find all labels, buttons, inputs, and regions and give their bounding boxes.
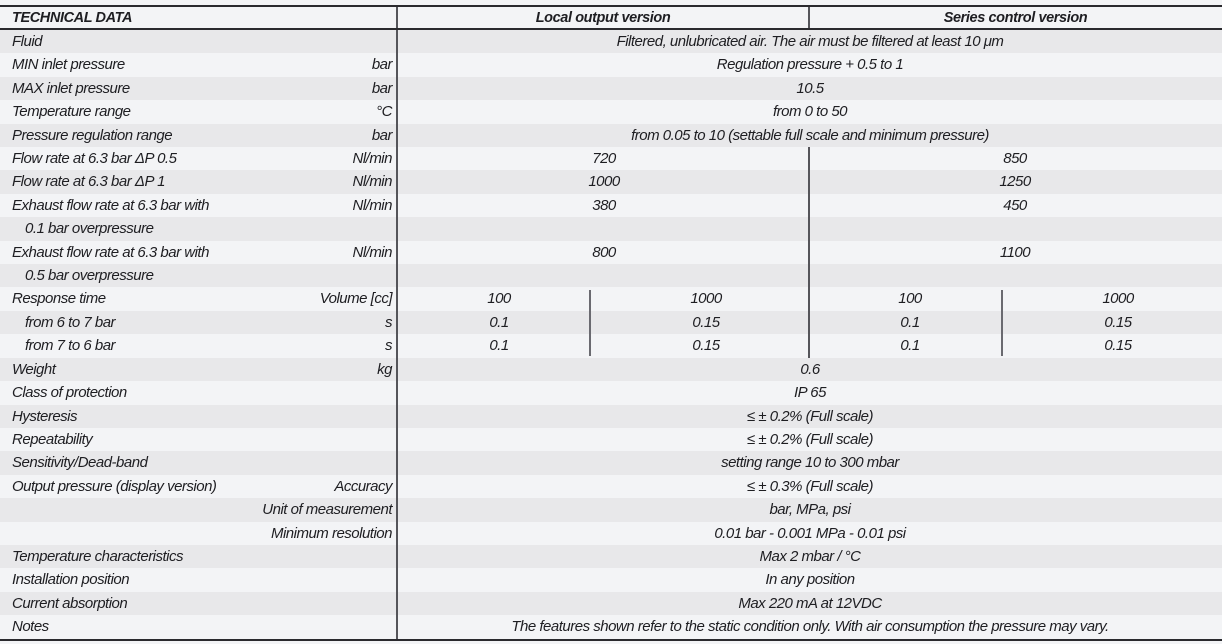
row-label: Repeatability — [12, 430, 93, 448]
table-row-sensitivity — [0, 451, 1222, 474]
row-value: bar, MPa, psi — [769, 501, 851, 519]
row-value: 0.01 bar - 0.001 MPa - 0.01 psi — [714, 524, 906, 542]
row-label: Flow rate at 6.3 bar ΔP 0.5 — [12, 150, 177, 168]
row-unit: bar — [371, 79, 392, 97]
value-series-control: 850 — [1003, 150, 1027, 168]
row-value: IP 65 — [794, 384, 826, 402]
table-row-temperature-characteristics — [0, 545, 1222, 568]
value-local-volume-2: 0.15 — [692, 313, 720, 331]
row-label: Sensitivity/Dead-band — [12, 454, 148, 472]
row-label: Class of protection — [12, 384, 127, 402]
column-divider — [396, 475, 398, 498]
row-value: 10.5 — [796, 79, 824, 97]
column-divider — [396, 30, 398, 53]
value-local-volume-1: 0.1 — [489, 313, 509, 331]
column-divider — [808, 194, 810, 217]
table-row-hysteresis — [0, 405, 1222, 428]
technical-data-table — [0, 5, 1222, 641]
column-divider — [396, 428, 398, 451]
row-label: Output pressure (display version) — [12, 477, 217, 495]
value-series-volume-1: 0.1 — [900, 337, 920, 355]
value-series-control: 1250 — [999, 173, 1031, 191]
table-row-response-7-to-6 — [0, 334, 1222, 357]
column-divider — [396, 77, 398, 100]
row-label: Hysteresis — [12, 407, 78, 425]
column-divider — [396, 194, 398, 217]
column-header-series-control: Series control version — [943, 10, 1088, 26]
row-label: 0.1 bar overpressure — [25, 220, 154, 238]
column-divider — [808, 241, 810, 264]
row-unit: Accuracy — [334, 477, 392, 495]
sub-column-divider — [1001, 311, 1003, 334]
row-label: Fluid — [12, 33, 43, 50]
sub-column-divider — [1001, 290, 1003, 310]
value-series-volume-1: 0.1 — [900, 313, 920, 331]
column-divider — [396, 311, 398, 334]
column-divider — [396, 124, 398, 147]
table-row-weight — [0, 358, 1222, 381]
value-local-output: 720 — [592, 150, 616, 168]
column-divider — [396, 241, 398, 264]
column-divider — [396, 522, 398, 545]
table-row-flow-rate-dp-0-5 — [0, 147, 1222, 170]
column-divider — [396, 7, 398, 28]
column-header-local-output: Local output version — [535, 10, 671, 26]
column-divider — [396, 498, 398, 521]
table-row-fluid — [0, 30, 1222, 53]
value-series-volume-1: 100 — [898, 290, 922, 308]
row-unit: Nl/min — [352, 196, 392, 214]
row-label: Exhaust flow rate at 6.3 bar with — [12, 243, 209, 261]
row-label: 0.5 bar overpressure — [25, 267, 154, 285]
row-label: Flow rate at 6.3 bar ΔP 1 — [12, 173, 165, 191]
value-local-volume-1: 0.1 — [489, 337, 509, 355]
row-value: Max 220 mA at 12VDC — [738, 594, 882, 612]
value-local-volume-1: 100 — [487, 290, 511, 308]
table-header — [0, 7, 1222, 30]
column-divider — [396, 358, 398, 381]
row-value: Max 2 mbar / °C — [759, 547, 861, 565]
value-local-output: 380 — [592, 196, 616, 214]
row-value: from 0.05 to 10 (settable full scale and minimum pressure) — [631, 126, 989, 144]
row-value: Regulation pressure + 0.5 to 1 — [716, 56, 904, 74]
row-label: MIN inlet pressure — [12, 56, 125, 74]
column-divider — [396, 568, 398, 591]
column-divider — [808, 170, 810, 193]
value-local-volume-2: 0.15 — [692, 337, 720, 355]
table-row-flow-rate-dp-1 — [0, 170, 1222, 193]
value-series-control: 1100 — [999, 243, 1031, 261]
row-unit: s — [385, 337, 392, 355]
row-label: Temperature range — [12, 103, 131, 121]
column-divider — [396, 217, 398, 240]
column-divider — [396, 334, 398, 357]
column-divider — [396, 100, 398, 123]
column-divider — [396, 405, 398, 428]
column-divider — [396, 53, 398, 76]
table-row-pressure-regulation-range — [0, 124, 1222, 147]
row-value: In any position — [765, 571, 855, 589]
column-divider — [808, 287, 810, 310]
row-label: Weight — [12, 360, 56, 378]
column-divider — [808, 7, 810, 28]
column-divider — [396, 287, 398, 310]
sub-column-divider — [589, 311, 591, 334]
row-value: ≤ ± 0.2% (Full scale) — [746, 407, 873, 425]
row-label: Current absorption — [12, 594, 128, 612]
value-local-volume-2: 1000 — [690, 290, 722, 308]
table-row-notes — [0, 615, 1222, 638]
column-divider — [396, 615, 398, 638]
table-row-temperature-range — [0, 100, 1222, 123]
row-value: ≤ ± 0.3% (Full scale) — [746, 477, 873, 495]
row-unit: s — [385, 313, 392, 331]
table-row-exhaust-flow-0-1 — [0, 194, 1222, 217]
table-row-min-inlet-pressure — [0, 53, 1222, 76]
row-label: Pressure regulation range — [12, 126, 173, 144]
row-unit: bar — [371, 56, 392, 74]
table-row-max-inlet-pressure — [0, 77, 1222, 100]
table-row-exhaust-flow-0-1-continued — [0, 217, 1222, 240]
table-row-response-time — [0, 287, 1222, 310]
value-series-control: 450 — [1003, 196, 1027, 214]
row-label: Installation position — [12, 571, 130, 589]
row-label: from 7 to 6 bar — [25, 337, 116, 355]
row-label: Response time — [12, 290, 106, 308]
row-unit: °C — [376, 103, 392, 121]
column-divider — [396, 592, 398, 615]
column-divider — [396, 381, 398, 404]
row-unit: Unit of measurement — [262, 501, 392, 519]
table-row-class-of-protection — [0, 381, 1222, 404]
table-row-response-6-to-7 — [0, 311, 1222, 334]
table-row-exhaust-flow-0-5-continued — [0, 264, 1222, 287]
value-local-output: 800 — [592, 243, 616, 261]
table-title: TECHNICAL DATA — [12, 10, 133, 26]
row-unit: Nl/min — [352, 243, 392, 261]
column-divider — [808, 334, 810, 357]
sub-column-divider — [589, 334, 591, 355]
value-series-volume-2: 0.15 — [1104, 313, 1132, 331]
row-unit: Nl/min — [352, 173, 392, 191]
column-divider — [808, 264, 810, 287]
column-divider — [396, 147, 398, 170]
row-label: MAX inlet pressure — [12, 79, 130, 97]
column-divider — [808, 311, 810, 334]
column-divider — [808, 217, 810, 240]
row-value: setting range 10 to 300 mbar — [721, 454, 899, 472]
row-unit: Nl/min — [352, 150, 392, 168]
column-divider — [396, 451, 398, 474]
table-row-exhaust-flow-0-5 — [0, 241, 1222, 264]
sub-column-divider — [589, 290, 591, 310]
table-row-current-absorption — [0, 592, 1222, 615]
table-row-installation-position — [0, 568, 1222, 591]
table-row-output-pressure-accuracy — [0, 475, 1222, 498]
value-local-output: 1000 — [588, 173, 620, 191]
row-value: 0.6 — [800, 360, 820, 378]
sub-column-divider — [1001, 334, 1003, 355]
column-divider — [396, 545, 398, 568]
row-label: Exhaust flow rate at 6.3 bar with — [12, 196, 209, 214]
row-label: Temperature characteristics — [12, 547, 184, 565]
row-value: The features shown refer to the static condition only. With air consumption the pressure may vary. — [511, 618, 1109, 636]
value-series-volume-2: 1000 — [1102, 290, 1134, 308]
row-value: from 0 to 50 — [772, 103, 848, 121]
row-value: ≤ ± 0.2% (Full scale) — [746, 430, 873, 448]
row-unit: Volume [cc] — [319, 290, 392, 308]
row-label: Notes — [12, 618, 49, 636]
table-row-unit-of-measurement — [0, 498, 1222, 521]
column-divider — [396, 170, 398, 193]
row-unit: bar — [371, 126, 392, 144]
value-series-volume-2: 0.15 — [1104, 337, 1132, 355]
row-unit: kg — [377, 360, 392, 378]
table-row-minimum-resolution — [0, 522, 1222, 545]
row-label: from 6 to 7 bar — [25, 313, 116, 331]
row-unit: Minimum resolution — [270, 524, 392, 542]
row-value: Filtered, unlubricated air. The air must be filtered at least 10 μm — [616, 33, 1004, 50]
column-divider — [808, 147, 810, 170]
table-row-repeatability — [0, 428, 1222, 451]
column-divider — [396, 264, 398, 287]
